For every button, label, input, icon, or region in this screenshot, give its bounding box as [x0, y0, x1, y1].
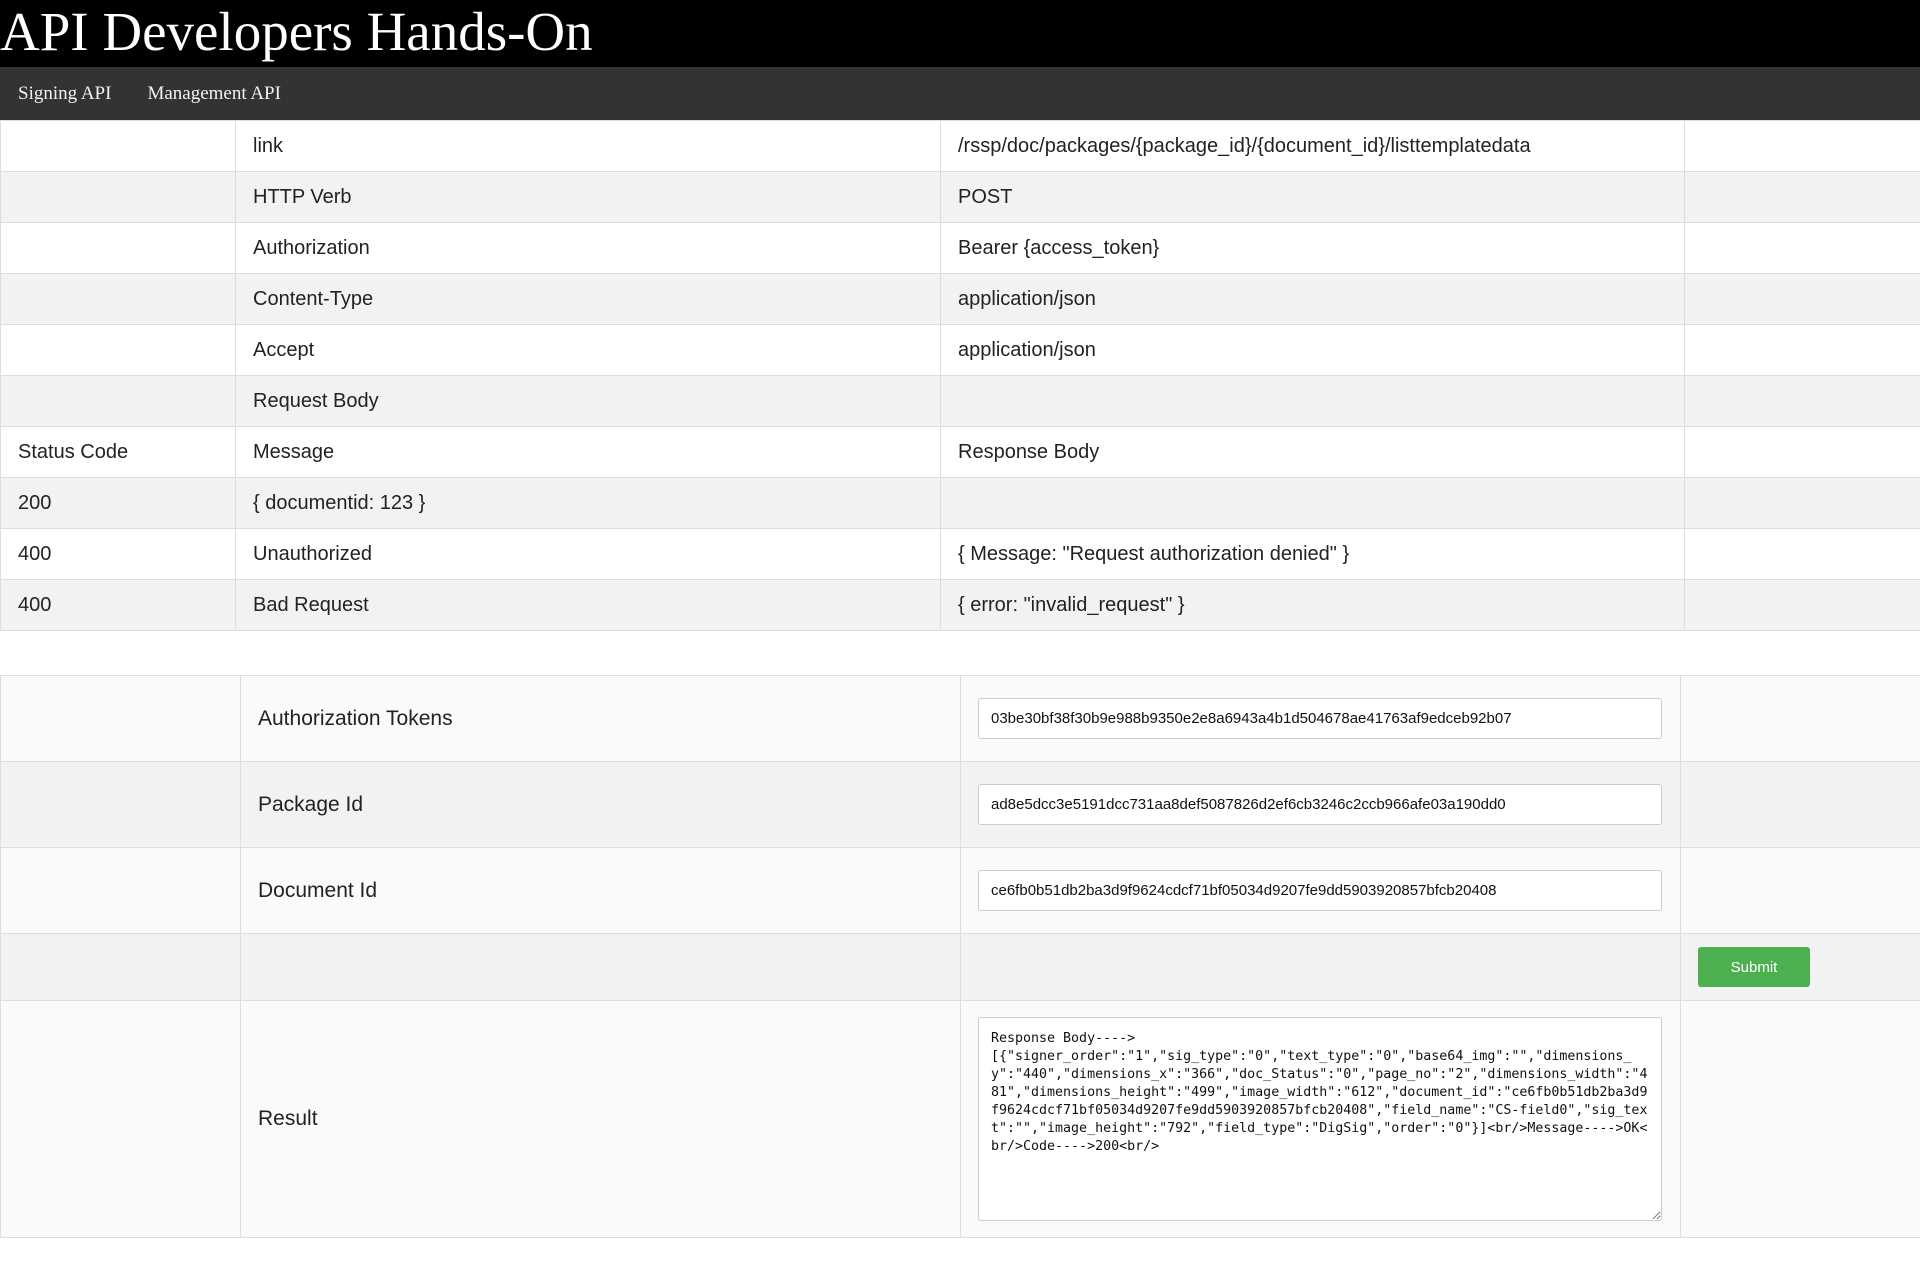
- table-cell: Message: [236, 427, 941, 478]
- submit-row: [1, 934, 1920, 1001]
- table-cell: [961, 1001, 1681, 1238]
- table-cell: [1681, 762, 1920, 848]
- table-cell: [1, 934, 241, 1001]
- table-cell: Unauthorized: [236, 529, 941, 580]
- table-cell: [1, 676, 241, 762]
- result-row: [1, 1001, 1920, 1238]
- package-id-row: [1, 762, 1920, 848]
- table-cell: [241, 934, 961, 1001]
- nav-signing-api[interactable]: Signing API: [18, 82, 112, 104]
- table-cell: [1685, 172, 1920, 223]
- table-row: [1, 376, 1920, 427]
- table-cell: Response Body: [941, 427, 1685, 478]
- table-cell: Bad Request: [236, 580, 941, 631]
- page-title-banner: [0, 0, 1920, 67]
- api-spec-table: [0, 120, 1920, 631]
- table-cell: [1685, 121, 1920, 172]
- table-cell: [1, 172, 236, 223]
- table-cell: [1, 1001, 241, 1238]
- table-cell: Request Body: [236, 376, 941, 427]
- top-nav: [0, 67, 1920, 120]
- table-cell: [941, 478, 1685, 529]
- table-cell: [1685, 325, 1920, 376]
- auth-token-input[interactable]: [978, 698, 1662, 739]
- table-cell: Bearer {access_token}: [941, 223, 1685, 274]
- table-cell: [961, 848, 1681, 934]
- table-row: [1, 121, 1920, 172]
- table-row: [1, 478, 1920, 529]
- table-cell: [1, 325, 236, 376]
- table-cell: application/json: [941, 274, 1685, 325]
- table-cell: [1, 223, 236, 274]
- table-cell: { documentid: 123 }: [236, 478, 941, 529]
- auth-token-label: Authorization Tokens: [241, 676, 961, 762]
- table-cell: [1681, 1001, 1920, 1238]
- package-id-label: Package Id: [241, 762, 961, 848]
- table-cell: [1685, 580, 1920, 631]
- table-cell: [961, 676, 1681, 762]
- table-cell: /rssp/doc/packages/{package_id}/{document_id}/listtemplatedata: [941, 121, 1685, 172]
- page-title: API Developers Hands-On: [0, 1, 593, 62]
- table-cell: [1681, 934, 1920, 1001]
- table-cell: [1685, 223, 1920, 274]
- table-cell: [1, 762, 241, 848]
- table-cell: [1, 848, 241, 934]
- document-id-label: Document Id: [241, 848, 961, 934]
- table-cell: [1685, 376, 1920, 427]
- table-cell: [1681, 676, 1920, 762]
- table-cell: [1685, 529, 1920, 580]
- table-cell: [1681, 848, 1920, 934]
- table-cell: [961, 762, 1681, 848]
- table-cell: { error: "invalid_request" }: [941, 580, 1685, 631]
- table-cell: [1, 121, 236, 172]
- table-cell: Accept: [236, 325, 941, 376]
- table-cell: [1, 376, 236, 427]
- table-cell: 400: [1, 529, 236, 580]
- table-cell: [1685, 274, 1920, 325]
- submit-button[interactable]: Submit: [1698, 947, 1810, 987]
- table-cell: [961, 934, 1681, 1001]
- request-form-table: [0, 675, 1920, 1238]
- table-cell: Status Code: [1, 427, 236, 478]
- package-id-input[interactable]: [978, 784, 1662, 825]
- table-row: [1, 223, 1920, 274]
- nav-management-api[interactable]: Management API: [147, 82, 281, 104]
- table-cell: [1685, 427, 1920, 478]
- table-row: [1, 427, 1920, 478]
- table-row: [1, 274, 1920, 325]
- table-cell: [1, 274, 236, 325]
- table-row: [1, 529, 1920, 580]
- table-cell: [941, 376, 1685, 427]
- table-cell: link: [236, 121, 941, 172]
- table-cell: Authorization: [236, 223, 941, 274]
- document-id-row: [1, 848, 1920, 934]
- table-cell: 200: [1, 478, 236, 529]
- result-label: Result: [241, 1001, 961, 1238]
- table-cell: Content-Type: [236, 274, 941, 325]
- auth-token-row: [1, 676, 1920, 762]
- table-cell: { Message: "Request authorization denied" }: [941, 529, 1685, 580]
- table-cell: application/json: [941, 325, 1685, 376]
- table-row: [1, 325, 1920, 376]
- document-id-input[interactable]: [978, 870, 1662, 911]
- table-cell: HTTP Verb: [236, 172, 941, 223]
- result-textarea[interactable]: [978, 1017, 1662, 1221]
- request-form: [0, 675, 1920, 1238]
- table-row: [1, 172, 1920, 223]
- table-cell: [1685, 478, 1920, 529]
- table-cell: POST: [941, 172, 1685, 223]
- table-row: [1, 580, 1920, 631]
- table-cell: 400: [1, 580, 236, 631]
